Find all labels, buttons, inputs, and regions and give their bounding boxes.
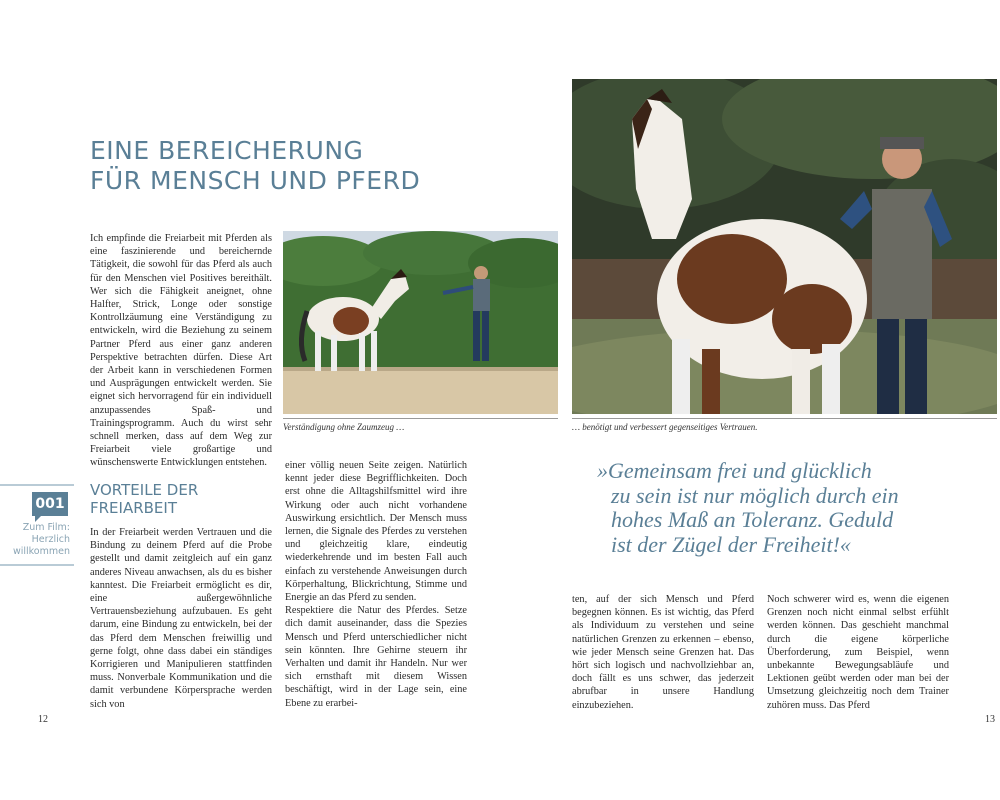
column1-paragraph: In der Freiarbeit werden Vertrauen und die Bindung zu deinem Pferd auf die Probe gestellt und damit zeitgleich auf ein ganz anderes Niveau anwachsen, als du es bisher kanntest. Die Freiarbeit ermöglicht es dir, eine außergewöhnliche Vertrauensbeziehung aufzubauen. Es geht darum, eine Bindung zu entwickeln, bei der das Pferd dem Menschen freiwillig und gerne folgt, ohne dass dabei ein ständiges Korrigieren und Manipulieren stattfinden muss. Nonverbale Kommunikation und die damit verbundene Körpersprache werden sich von bbox=[90, 527, 272, 710]
film-label-line-2: Herzlich bbox=[31, 534, 70, 545]
film-number-badge: 001 bbox=[32, 492, 68, 516]
column3-paragraph: ten, auf der sich Mensch und Pferd begegnen können. Es ist wichtig, das Pferd als Individuum zu verstehen und seine natürlichen Grenzen zu erkennen – ebenso, wie jeder Mensch seine Grenzen hat. Das hört sich logisch und nachvollziehbar an, doch fällt es uns schwer, das jederzeit abrufbar in unsere Handlung einzubeziehen. bbox=[572, 594, 754, 711]
intro-paragraph: Ich empfinde die Freiarbeit mit Pferden als eine faszinierende und bereichernde Tätigkeit, die sowohl für das Pferd als auch für den Menschen viel Positives bereithält. Wer sich die Fähigkeit aneignet, ohne Halfter, Strick, Longe oder sonstige Kontrollzäumung eine Verständigung zu entwickeln, wird die Beziehung zu seinem Partner Pferd aus einer ganz anderen Perspektive betrachten dürfen. Diese Art der Arbeit kann in verschiedenen Formen und Ausprägungen entwickelt werden. Sie eignet sich hervorragend für ein individuell anzupassendes Spaß- und Trainingsprogramm. Auch du wirst sehr schnell merken, dass auf dem Weg zur Freiarbeit viele großartige und wünschenswerte Entwicklungen entstehen. bbox=[90, 233, 272, 469]
photo1-caption: Verständigung ohne Zaumzeug … bbox=[283, 418, 558, 432]
film-label-line-1: Zum Film: bbox=[22, 522, 70, 533]
quote-line-2: zu sein ist nur möglich durch ein bbox=[611, 482, 899, 508]
film-label bbox=[0, 522, 70, 558]
subheading bbox=[90, 481, 270, 517]
film-label-line-3: willkommen bbox=[12, 546, 70, 557]
subheading-line-1: VORTEILE DER bbox=[90, 481, 199, 499]
column2-text bbox=[285, 459, 467, 710]
photo2-caption: … benötigt und verbessert gegenseitiges Vertrauen. bbox=[572, 418, 997, 432]
quote-line-4: ist der Zügel der Freiheit!« bbox=[611, 531, 851, 557]
pull-quote bbox=[597, 459, 967, 557]
photo-trainer-with-horse bbox=[572, 79, 997, 414]
page-number-right: 13 bbox=[985, 714, 995, 725]
column4-paragraph: Noch schwerer wird es, wenn die eigenen Grenzen noch nicht einmal selbst erfühlt werden können. Das geschieht manchmal durch die eigene körperliche Überforderung, zum Beispiel, wenn unbekannte Bewegungsabläufe und Lektionen geübt werden oder man bei der Umsetzung gleichzeitig noch dem Trainer zuhören muss. Das Pferd bbox=[767, 594, 949, 711]
title-line-1: EINE BEREICHERUNG bbox=[90, 136, 364, 165]
title-line-2: FÜR MENSCH UND PFERD bbox=[90, 166, 421, 195]
column2-paragraph-2: Respektiere die Natur des Pferdes. Setze dich damit auseinander, dass die Spezies Mensch und Pferd unterschiedlicher nicht sein könnten. Ihre Gehirne steuern ihr Verhalten und damit ihr Handeln. Nur wer sich ernsthaft mit diesem Wissen beschäftigt, wird in der Lage sein, eine Ebene zu erarbei- bbox=[285, 605, 467, 709]
subheading-line-2: FREIARBEIT bbox=[90, 499, 177, 517]
film-link[interactable] bbox=[0, 484, 74, 566]
quote-line-3: hohes Maß an Toleranz. Geduld bbox=[611, 507, 894, 532]
page-title bbox=[90, 136, 550, 196]
quote-line-1: »Gemeinsam frei und glücklich bbox=[597, 458, 872, 483]
photo-horse-freework bbox=[283, 231, 558, 414]
page-number-left: 12 bbox=[38, 714, 48, 725]
column2-paragraph-1: einer völlig neuen Seite zeigen. Natürlich kennt jeder diese Begrifflichkeiten. Doch erst ohne die Alltagshilfsmittel wird ihre Wirkung oder auch nicht vorhandene Auswirkung ersichtlich. Der Mensch muss lernen, die Signale des Pferdes zu verstehen und gleichzeitig klare, eindeutig wiederkehrende und im besten Fall auch einfach zu verstehende Anweisungen durch Körperhaltung, Blickrichtung, Stimme und Energie an das Pferd zu senden. bbox=[285, 460, 467, 604]
